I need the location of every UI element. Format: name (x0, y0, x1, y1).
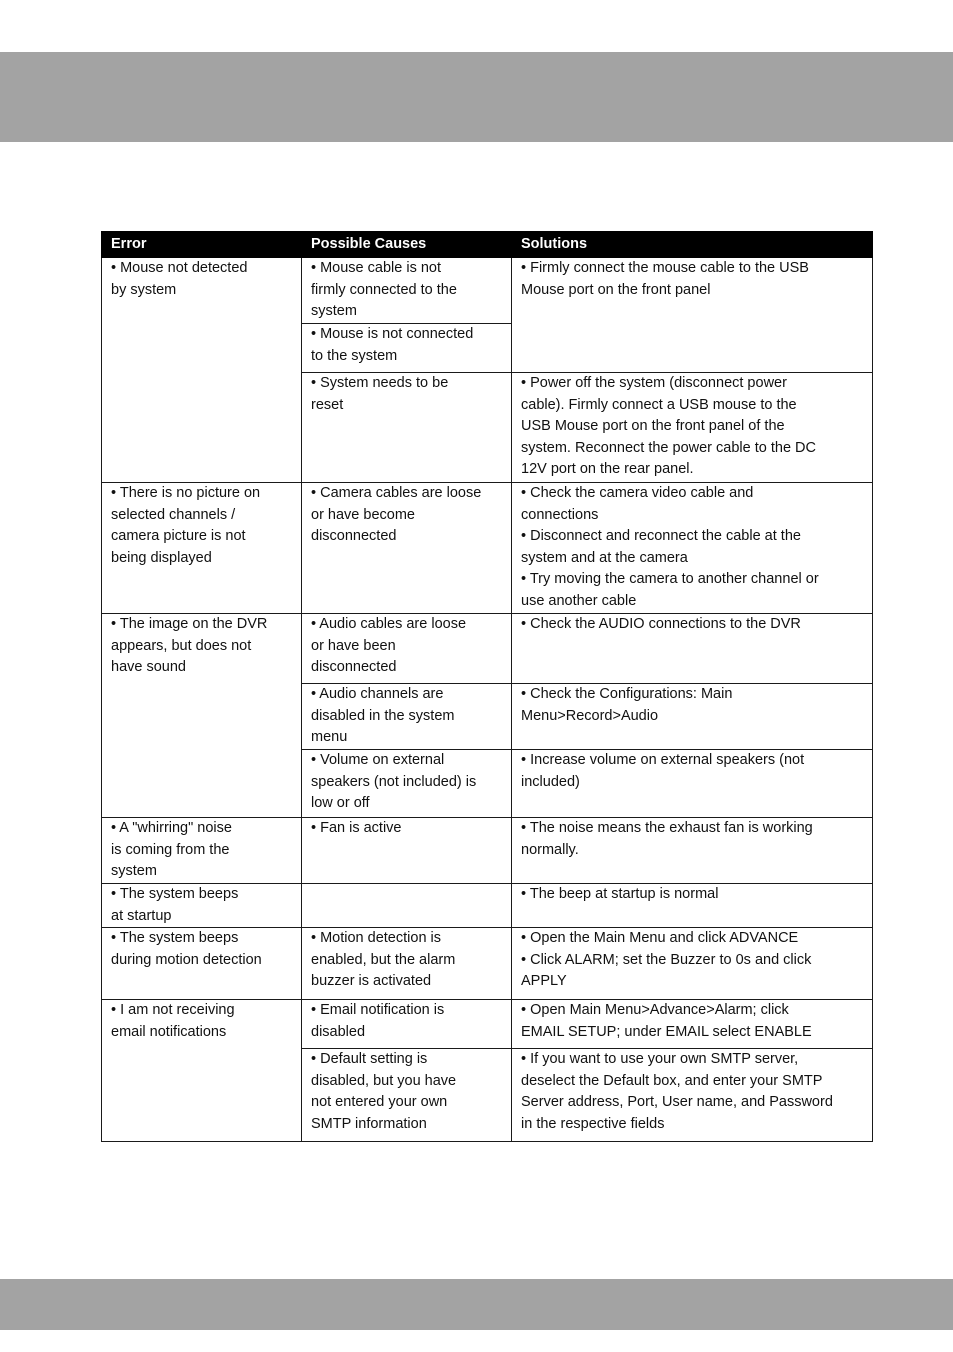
cause-cell: • System needs to be reset (302, 373, 512, 483)
error-cell: • There is no picture on selected channels / camera picture is not being displayed (102, 483, 302, 614)
solution-cell: • The noise means the exhaust fan is working normally. (512, 818, 873, 884)
header-solutions: Solutions (512, 232, 873, 258)
header-error: Error (102, 232, 302, 258)
solution-cell: • Check the camera video cable and connections • Disconnect and reconnect the cable at the system and at the camera • Try moving the camera to another channel or use another cable (512, 483, 873, 614)
error-cell: • The image on the DVR appears, but does not have sound (102, 614, 302, 818)
cause-cell: • Fan is active (302, 818, 512, 884)
solution-cell: • Power off the system (disconnect power cable). Firmly connect a USB mouse to the USB Mouse port on the front panel of the system. Reconnect the power cable to the DC 12V port on the rear panel. (512, 373, 873, 483)
cause-cell: • Volume on external speakers (not included) is low or off (302, 750, 512, 818)
cause-cell: • Audio cables are loose or have been disconnected (302, 614, 512, 684)
error-cell: • The system beeps during motion detection (102, 928, 302, 1000)
solution-cell: • Firmly connect the mouse cable to the USB Mouse port on the front panel (512, 258, 873, 373)
cause-cell: • Audio channels are disabled in the system menu (302, 684, 512, 750)
solution-cell: • Check the Configurations: Main Menu>Record>Audio (512, 684, 873, 750)
table-row (102, 614, 873, 684)
solution-cell: • If you want to use your own SMTP server, deselect the Default box, and enter your SMTP Server address, Port, User name, and Password in the respective fields (512, 1049, 873, 1142)
cause-cell: • Mouse is not connected to the system (302, 324, 512, 373)
error-cell: • The system beeps at startup (102, 884, 302, 928)
footer-band (0, 1279, 953, 1330)
table-row (102, 884, 873, 928)
solution-cell: • Open the Main Menu and click ADVANCE • Click ALARM; set the Buzzer to 0s and click APPLY (512, 928, 873, 1000)
cause-cell: • Email notification is disabled (302, 1000, 512, 1049)
table-header-row (102, 232, 873, 258)
solution-cell: • The beep at startup is normal (512, 884, 873, 928)
table-row (102, 258, 873, 324)
table-row (102, 1000, 873, 1049)
solution-cell: • Check the AUDIO connections to the DVR (512, 614, 873, 684)
header-causes: Possible Causes (302, 232, 512, 258)
cause-cell: • Default setting is disabled, but you have not entered your own SMTP information (302, 1049, 512, 1142)
table-row (102, 928, 873, 1000)
header-band (0, 52, 953, 142)
troubleshooting-table (101, 231, 873, 1142)
cause-cell: • Mouse cable is not firmly connected to the system (302, 258, 512, 324)
solution-cell: • Increase volume on external speakers (not included) (512, 750, 873, 818)
solution-cell: • Open Main Menu>Advance>Alarm; click EMAIL SETUP; under EMAIL select ENABLE (512, 1000, 873, 1049)
table-row (102, 483, 873, 614)
error-cell: • A "whirring" noise is coming from the system (102, 818, 302, 884)
table-row (102, 818, 873, 884)
cause-cell (302, 884, 512, 928)
error-cell: • I am not receiving email notifications (102, 1000, 302, 1142)
cause-cell: • Camera cables are loose or have become disconnected (302, 483, 512, 614)
error-cell: • Mouse not detected by system (102, 258, 302, 483)
cause-cell: • Motion detection is enabled, but the alarm buzzer is activated (302, 928, 512, 1000)
